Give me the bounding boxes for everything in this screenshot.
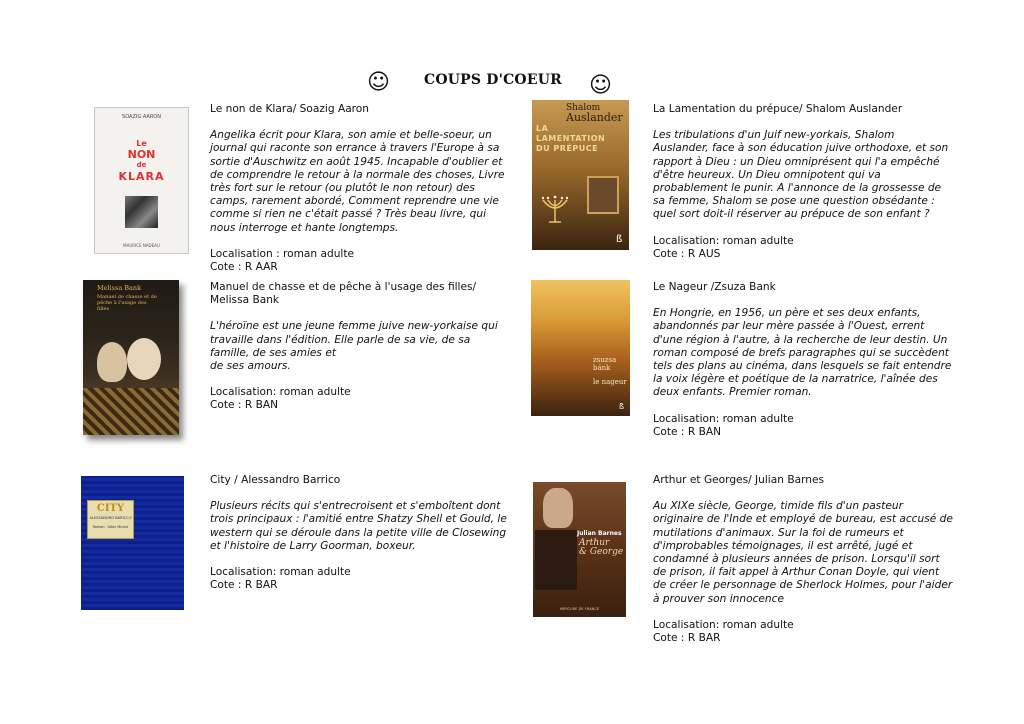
book-cover-city <box>81 476 184 610</box>
book-title: Le non de Klara/ Soazig Aaron <box>210 103 370 115</box>
book-cote: Cote : R BAN <box>210 399 279 412</box>
cover-label: CITY ALESSANDRO BARICCO Roman · Albin Michel <box>87 500 134 539</box>
book-entry-arthur-george <box>653 474 953 645</box>
cover-publisher: MERCURE DE FRANCE <box>559 607 600 611</box>
book-title: Arthur et Georges/ Julian Barnes <box>653 474 824 486</box>
book-location: Localisation: roman adulte <box>653 234 794 247</box>
book-title: La Lamentation du prépuce/ Shalom Auslander <box>653 103 903 115</box>
book-entry-klara <box>210 103 510 274</box>
book-title: Le Nageur /Zsuza Bank <box>653 281 776 293</box>
menorah-icon <box>540 192 570 226</box>
cover-face-2 <box>127 338 161 380</box>
book-cote: Cote : R BAR <box>653 632 721 645</box>
cover-figure <box>543 488 573 528</box>
page-title: COUPS D'COEUR <box>424 72 562 88</box>
book-cote: Cote : R BAR <box>210 579 278 592</box>
book-description: Au XIXe siècle, George, timide fils d'un pasteur originaire de l'Inde et employé de bureau, est accusé de mutilations d'animaux. Sur la foi de rumeurs et d'improbables témoignages, il est arrêté, jugé et condamné à plusieurs années de prison. Lorsqu'il sort de prison, il fait appel à Arthur Conan Doyle, qui vient de créer le personnage de Sherlock Holmes, pour l'aider à prouver son innocence <box>653 500 953 605</box>
book-title: Manuel de chasse et de pêche à l'usage des filles/ Melissa Bank <box>210 281 477 307</box>
book-location: Localisation: roman adulte <box>653 618 794 631</box>
book-entry-nageur <box>653 281 953 439</box>
book-description: Plusieurs récits qui s'entrecroisent et s'emboîtent dont trois principaux : l'amitié entre Shatzy Shell et Gould, le western qui se déroule dans la petite ville de Closewing et l'histoire de Larry Goorman, boxeur. <box>210 500 507 552</box>
cover-title: Manuel de chasse et de pêche à l'usage des filles <box>97 294 157 312</box>
book-location: Localisation: roman adulte <box>210 386 351 399</box>
cover-author: SOAZIG AARON <box>122 114 161 120</box>
book-title: City / Alessandro Barrico <box>210 474 341 486</box>
smiley-icon: ☺ <box>589 73 612 98</box>
book-entry-city <box>210 474 510 592</box>
cover-portrait <box>587 176 619 214</box>
cover-author: Shalom Auslander <box>566 103 623 124</box>
cover-publisher: MAURICE NADEAU <box>123 243 160 248</box>
book-location: Localisation : roman adulte <box>210 247 355 260</box>
cover-title: Arthur & George <box>579 538 624 557</box>
book-cote: Cote : R BAN <box>653 425 722 438</box>
cover-author: Julian Barnes <box>577 530 622 537</box>
book-location: Localisation: roman adulte <box>210 566 351 579</box>
publisher-logo-icon: ß <box>619 402 625 411</box>
cover-author: Melissa Bank <box>97 284 142 292</box>
cover-title: le nageur <box>593 378 627 386</box>
book-description: En Hongrie, en 1956, un père et ses deux enfants, abandonnés par leur mère passée à l'Ouest, errent d'une région à l'autre, à la recherche de leur destin. Un roman composé de brefs paragraphes qui se succèdent tels des plans au cinéma, dans lesquels se fait entendre la voix légère et poétique de la narratrice, l'aînée des deux enfants. Premier roman. <box>653 307 952 399</box>
book-description: L'héroïne est une jeune femme juive new-yorkaise qui travaille dans l'édition. Elle parle de sa vie, de sa famille, de ses amies et de ses amours. <box>210 320 498 373</box>
book-location: Localisation: roman adulte <box>653 412 794 425</box>
cover-title: Le NON de KLARA <box>118 139 165 183</box>
book-cote: Cote : R AUS <box>653 247 721 260</box>
book-entry-manuel <box>210 281 510 413</box>
book-cover-manuel <box>83 280 179 435</box>
book-entry-lamentation <box>653 103 953 261</box>
cover-author: zsuzsa bánk <box>593 356 617 372</box>
book-cover-arthur-george <box>533 482 626 617</box>
cover-leopard-print <box>83 388 179 435</box>
book-description: Les tribulations d'un Juif new-yorkais, Shalom Auslander, face à son éducation juive orthodoxe, et son rapport à Dieu : un Dieu omniprésent qui l'a empêché d'être heureux. Un Dieu omnipotent qui va probablement le punir. A l'annonce de la grossesse de sa femme, Shalom se pose une question obsédante : quel sort doit-il réserver au prépuce de son enfant ? <box>653 129 949 221</box>
book-description: Angelika écrit pour Klara, son amie et belle-soeur, un journal qui raconte son errance à travers l'Europe à sa sortie d'Auschwitz en août 1945. Incapable d'oublier et de comprendre le retour à la normale des choses, Livre très fort sur le retour (ou plutôt le non retour) des camps, rarement abordé, Comment reprendre une vie comme si rien ne c'était passé ? Très beau livre, qui nous interroge et hante longtemps. <box>210 129 505 234</box>
publisher-logo-icon: ß <box>616 234 623 245</box>
book-cote: Cote : R AAR <box>210 261 278 274</box>
cover-figure-body <box>535 530 577 590</box>
book-cover-nageur <box>531 280 630 416</box>
cover-photo <box>125 196 158 228</box>
smiley-icon: ☺ <box>367 70 390 95</box>
book-cover-lamentation <box>532 100 629 250</box>
cover-title: LA LAMENTATION DU PRÉPUCE <box>536 124 606 153</box>
cover-face-1 <box>97 342 127 382</box>
book-cover-klara <box>94 107 189 254</box>
